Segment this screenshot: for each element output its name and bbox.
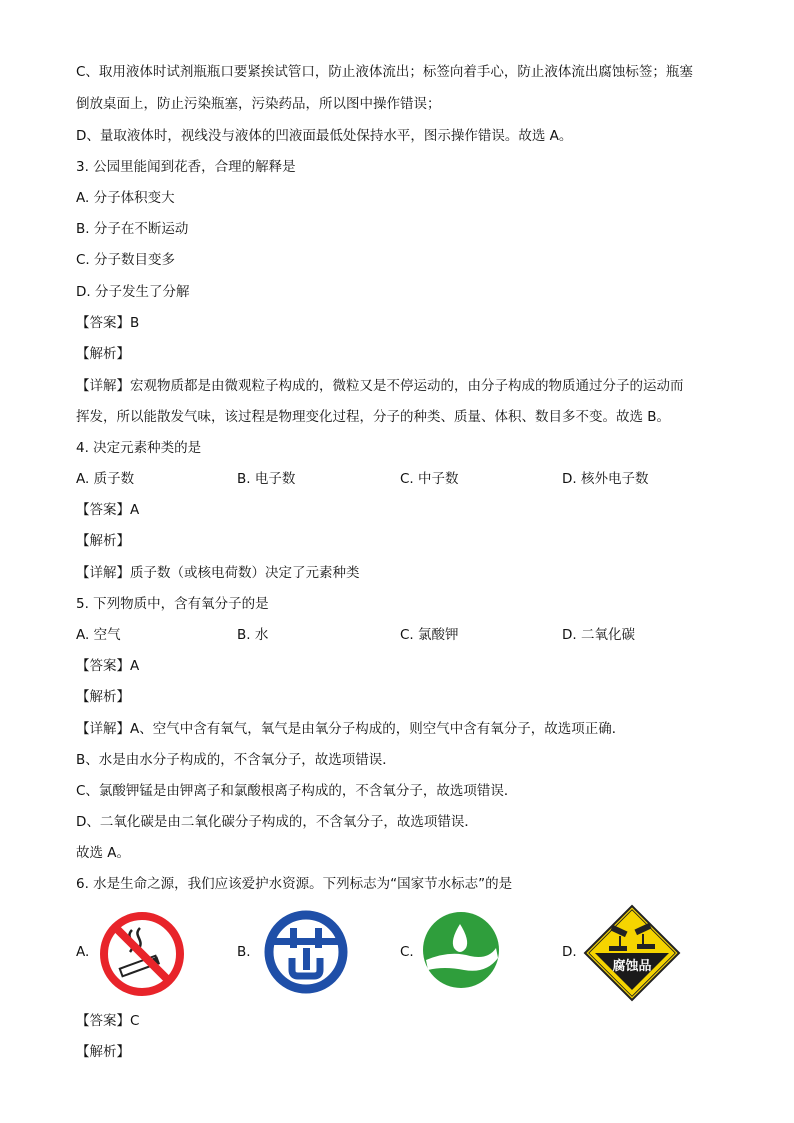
question-6-option-b: B. xyxy=(237,944,251,960)
answer-label: 【答案】A xyxy=(76,502,140,518)
detail-text: 【详解】质子数（或核电荷数）决定了元素种类 xyxy=(76,565,360,581)
question-5-stem: 5. 下列物质中，含有氧分子的是 xyxy=(76,596,269,612)
question-5-option-c: C. 氯酸钾 xyxy=(400,627,459,643)
question-3-option-b: B. 分子在不断运动 xyxy=(76,221,189,237)
detail-text: 故选 A。 xyxy=(76,845,131,861)
question-6-stem: 6. 水是生命之源，我们应该爱护水资源。下列标志为“国家节水标志”的是 xyxy=(76,876,513,892)
question-4-stem: 4. 决定元素种类的是 xyxy=(76,440,202,456)
answer-label: 【答案】B xyxy=(76,315,140,331)
question-4-option-a: A. 质子数 xyxy=(76,471,135,487)
text-line: 倒放桌面上，防止污染瓶塞，污染药品，所以图中操作错误； xyxy=(76,96,441,112)
text-line: C、取用液体时试剂瓶瓶口要紧挨试管口，防止液体流出；标签向着手心，防止液体流出腐蚀标签；瓶塞 xyxy=(76,64,693,80)
blue-circle-symbol-icon xyxy=(262,908,350,996)
analysis-label: 【解析】 xyxy=(76,689,130,705)
answer-label: 【答案】A xyxy=(76,658,140,674)
detail-text: C、氯酸钾锰是由钾离子和氯酸根离子构成的，不含氧分子，故选项错误． xyxy=(76,783,518,799)
question-4-option-d: D. 核外电子数 xyxy=(562,471,649,487)
question-3-option-d: D. 分子发生了分解 xyxy=(76,284,190,300)
question-3-option-a: A. 分子体积变大 xyxy=(76,190,175,206)
detail-text: D、二氧化碳是由二氧化碳分子构成的，不含氧分子，故选项错误． xyxy=(76,814,478,830)
corrosive-label: 腐蚀品 xyxy=(612,959,652,974)
question-4-option-b: B. 电子数 xyxy=(237,471,296,487)
question-5-option-b: B. 水 xyxy=(237,627,269,643)
question-6-option-d: D. xyxy=(562,944,577,960)
water-saving-icon xyxy=(420,910,502,990)
question-6-option-a: A. xyxy=(76,944,90,960)
detail-text: B、水是由水分子构成的，不含氧分子，故选项错误． xyxy=(76,752,396,768)
no-smoking-icon xyxy=(98,910,186,998)
text-line: D、量取液体时，视线没与液体的凹液面最低处保持水平，图示操作错误。故选 A。 xyxy=(76,128,573,144)
question-4-option-c: C. 中子数 xyxy=(400,471,459,487)
detail-text: 【详解】宏观物质都是由微观粒子构成的，微粒又是不停运动的，由分子构成的物质通过分子的运动而 xyxy=(76,378,684,394)
question-5-option-a: A. 空气 xyxy=(76,627,121,643)
detail-text: 挥发，所以能散发气味，该过程是物理变化过程，分子的种类、质量、体积、数目多不变。故选 B。 xyxy=(76,409,671,425)
question-3-option-c: C. 分子数目变多 xyxy=(76,252,176,268)
corrosive-hazard-icon xyxy=(583,904,681,1002)
detail-text: 【详解】A、空气中含有氧气，氧气是由氧分子构成的，则空气中含有氧分子，故选项正确． xyxy=(76,721,626,737)
answer-label: 【答案】C xyxy=(76,1013,140,1029)
analysis-label: 【解析】 xyxy=(76,1044,130,1060)
question-6-option-c: C. xyxy=(400,944,414,960)
analysis-label: 【解析】 xyxy=(76,346,130,362)
question-3-stem: 3. 公园里能闻到花香，合理的解释是 xyxy=(76,159,296,175)
analysis-label: 【解析】 xyxy=(76,533,130,549)
question-5-option-d: D. 二氧化碳 xyxy=(562,627,635,643)
